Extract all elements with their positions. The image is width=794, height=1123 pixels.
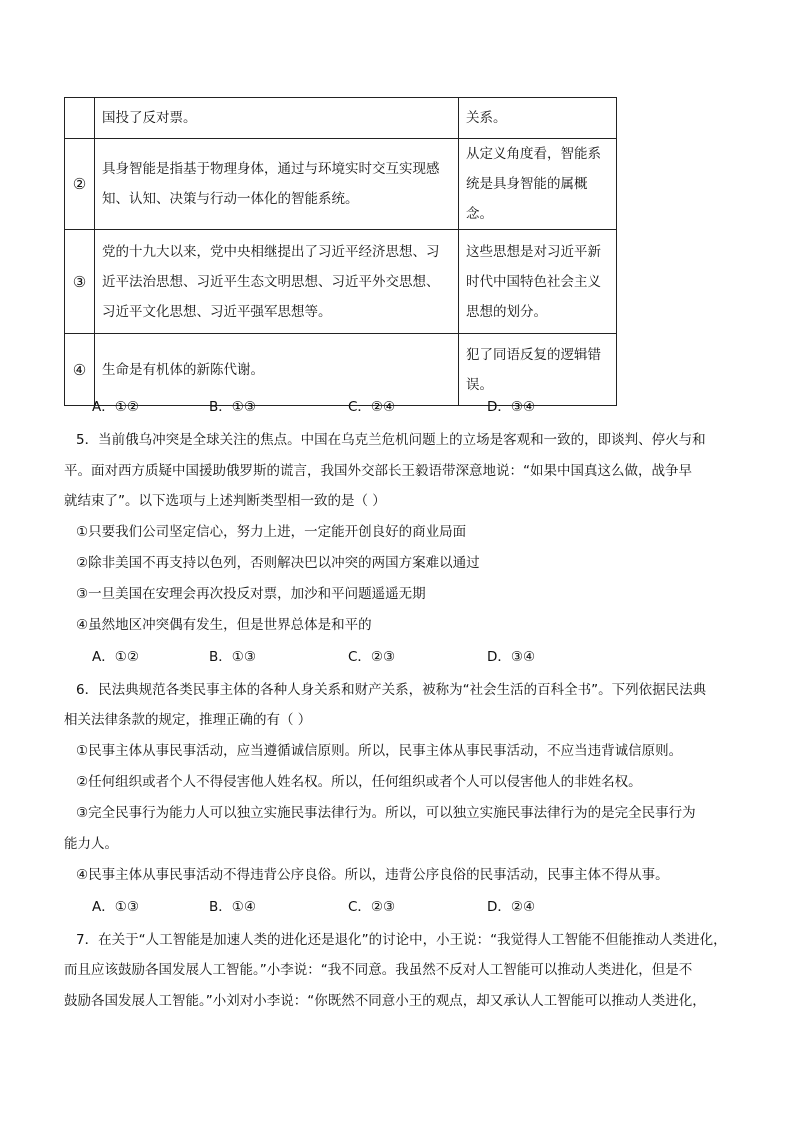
q5-choice-3: ③一旦美国在安理会再次投反对票，加沙和平问题遥遥无期 xyxy=(76,586,426,602)
q5-choice-1: ①只要我们公司坚定信心，努力上进，一定能开创良好的商业局面 xyxy=(76,524,467,540)
q5-stem-line: 5．当前俄乌冲突是全球关注的焦点。中国在乌克兰危机问题上的立场是客观和一致的，即谈判、停火与和 xyxy=(76,432,706,448)
table-row xyxy=(65,98,617,139)
judgment-cell: 从定义角度看，智能系统是具身智能的属概念。 xyxy=(459,139,617,230)
option-a[interactable]: A．①② xyxy=(92,399,139,415)
option-b[interactable]: B．①④ xyxy=(209,899,256,915)
option-a[interactable]: A．①③ xyxy=(92,899,139,915)
option-d[interactable]: D．③④ xyxy=(487,649,536,665)
option-c[interactable]: C．②④ xyxy=(348,399,396,415)
q7-stem-line: 而且应该鼓励各国发展人工智能。”小李说：“我不同意。我虽然不反对人工智能可以推动人类进化，但是不 xyxy=(64,962,693,978)
q7-stem-line: 鼓励各国发展人工智能。”小刘对小李说：“你既然不同意小王的观点，却又承认人工智能可以推动人类进化， xyxy=(64,993,706,1009)
option-d[interactable]: D．②④ xyxy=(487,899,536,915)
q6-choice-3-cont: 能力人。 xyxy=(64,836,118,852)
judgment-cell: 犯了同语反复的逻辑错误。 xyxy=(459,334,617,406)
q6-choice-1: ①民事主体从事民事活动，应当遵循诚信原则。所以，民事主体从事民事活动，不应当违背诚信原则。 xyxy=(76,743,683,759)
q6-choice-2: ②任何组织或者个人不得侵害他人姓名权。所以，任何组织或者个人可以侵害他人的非姓名权。 xyxy=(76,774,642,790)
row-number: ③ xyxy=(65,230,95,334)
q5-choice-4: ④虽然地区冲突偶有发生，但是世界总体是和平的 xyxy=(76,617,372,633)
q6-stem-line: 6．民法典规范各类民事主体的各种人身关系和财产关系，被称为“社会生活的百科全书”。下列依据民法典 xyxy=(76,682,707,698)
statement-cell: 国投了反对票。 xyxy=(95,98,459,139)
q5-stem-line: 就结束了”。以下选项与上述判断类型相一致的是（ ） xyxy=(64,493,386,509)
option-b[interactable]: B．①③ xyxy=(209,649,256,665)
q5-stem-line: 平。面对西方质疑中国援助俄罗斯的谎言，我国外交部长王毅语带深意地说：“如果中国真这么做，战争早 xyxy=(64,463,692,479)
statement-cell: 具身智能是指基于物理身体，通过与环境实时交互实现感知、认知、决策与行动一体化的智能系统。 xyxy=(95,139,459,230)
option-a[interactable]: A．①② xyxy=(92,649,139,665)
table-row xyxy=(65,230,617,334)
table-row xyxy=(65,139,617,230)
q5-choice-2: ②除非美国不再支持以色列，否则解决巴以冲突的两国方案难以通过 xyxy=(76,555,480,571)
table-row xyxy=(65,334,617,406)
row-number xyxy=(65,98,95,139)
option-d[interactable]: D．③④ xyxy=(487,399,536,415)
statement-table xyxy=(64,97,617,406)
row-number: ② xyxy=(65,139,95,230)
q7-stem-line: 7．在关于“人工智能是加速人类的进化还是退化”的讨论中，小王说：“我觉得人工智能不但能推动人类进化， xyxy=(76,932,727,948)
option-c[interactable]: C．②③ xyxy=(348,649,396,665)
option-c[interactable]: C．②③ xyxy=(348,899,396,915)
statement-cell: 党的十九大以来，党中央相继提出了习近平经济思想、习近平法治思想、习近平生态文明思想、习近平外交思想、习近平文化思想、习近平强军思想等。 xyxy=(95,230,459,334)
q6-stem-line: 相关法律条款的规定，推理正确的有（ ） xyxy=(64,712,312,728)
judgment-cell: 关系。 xyxy=(459,98,617,139)
statement-cell: 生命是有机体的新陈代谢。 xyxy=(95,334,459,406)
option-b[interactable]: B．①③ xyxy=(209,399,256,415)
judgment-cell: 这些思想是对习近平新时代中国特色社会主义思想的划分。 xyxy=(459,230,617,334)
row-number: ④ xyxy=(65,334,95,406)
q6-choice-4: ④民事主体从事民事活动不得违背公序良俗。所以，违背公序良俗的民事活动，民事主体不得从事。 xyxy=(76,867,669,883)
q6-choice-3: ③完全民事行为能力人可以独立实施民事法律行为。所以，可以独立实施民事法律行为的是完全民事行为 xyxy=(76,805,696,821)
